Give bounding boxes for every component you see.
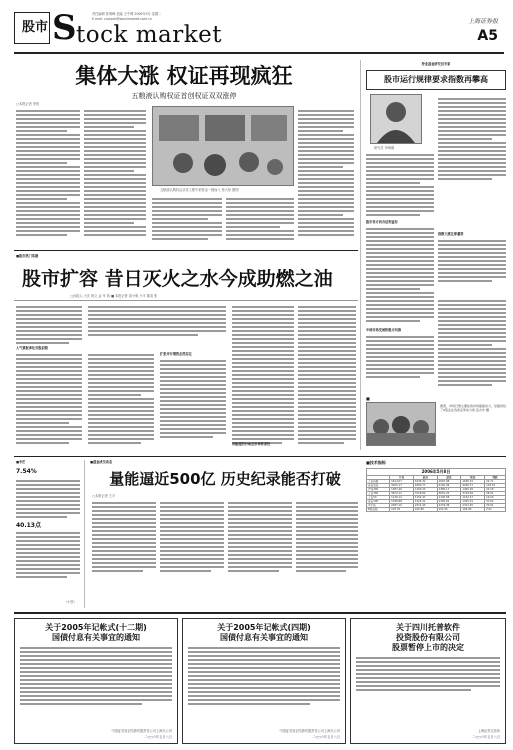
feature-sub-rule xyxy=(14,300,358,301)
table-cell: 沪深300 xyxy=(367,488,390,492)
table-cell: 深证100 xyxy=(367,500,390,504)
table-header-cell: 最低 xyxy=(437,476,461,480)
notice-2-headline: 关于2005年记帐式(四期) 国债付息有关事宜的通知 xyxy=(217,623,311,642)
expert-tag: 券业基金研究员专家 xyxy=(421,62,451,66)
table-cell: 24.71 xyxy=(485,480,506,484)
lead-subhead: 五粮液认购权证首创权证双双涨停 xyxy=(131,92,237,100)
expert-title: 股市运行规律要求指数再攀高 xyxy=(384,75,488,84)
table-cell: B股指数 xyxy=(367,508,390,512)
feature-byline: □孙振人 大庆 尚文 金 华 蒋 ■ 本报记者 周小明 小平 陈清 张 xyxy=(70,294,158,298)
table-cell: 1392.62 xyxy=(437,500,461,504)
expert-text-left-3 xyxy=(366,334,434,380)
trading-floor-photo-icon xyxy=(153,107,293,185)
feature-column-4 xyxy=(298,304,356,446)
table-cell: 37.62 xyxy=(485,500,506,504)
table-cell: 2287.10 xyxy=(390,504,414,508)
table-cell: 4260.77 xyxy=(461,484,485,488)
section-en-s: S xyxy=(52,8,77,48)
lower-section-rule xyxy=(14,456,506,457)
table-cell: 19.24 xyxy=(485,496,506,500)
market-photo-caption: 据悉，市场行情主要标的市场提振动力，是提供给了A股走在各的走势动力的 张志华 摄 xyxy=(440,404,506,412)
notice-3-signature: 上海证券交易所 xyxy=(477,729,500,733)
section-en-title: tock market xyxy=(76,22,223,48)
table-cell: 103.35 xyxy=(390,508,414,512)
expert-portrait xyxy=(370,94,422,144)
news-headline: 量能逼近500亿 历史纪录能否打破 xyxy=(109,470,341,488)
top-email: E-mail: cnstock@stockmarket.com.cn xyxy=(92,17,152,21)
notice-3-headline: 关于四川托普软件 投资股份有限公司 股票暂停上市的决定 xyxy=(392,623,464,652)
expert-caption: 研究员 李海刚 xyxy=(374,146,395,150)
feature-top-rule xyxy=(14,250,358,251)
market-index-table xyxy=(366,475,506,512)
table-cell: 1136.12 xyxy=(390,496,414,500)
table-cell: 2279.36 xyxy=(437,504,461,508)
table-cell: 30.91 xyxy=(485,504,506,508)
table-cell: 4165.17 xyxy=(390,484,414,488)
table-cell: 23.18 xyxy=(485,488,506,492)
table-cell: 2312.45 xyxy=(413,504,437,508)
small-box-text-2 xyxy=(16,530,80,580)
paper-name: 上海证券报 xyxy=(467,18,498,25)
lead-photo-caption: 五粮液认购权证从零上涨引来资金一拥而入 张大伟 摄图 xyxy=(160,188,239,192)
table-cell: 1152.47 xyxy=(461,496,485,500)
person-icon xyxy=(371,95,421,143)
expert-text-right-2 xyxy=(438,238,506,284)
news-byline: □本报记者 王平 xyxy=(92,494,116,498)
table-cell: 1152.47 xyxy=(413,496,437,500)
small-box-figure: 7.54% xyxy=(16,468,37,475)
small-box-source: （小张） xyxy=(64,600,77,604)
table-cell: 1425.31 xyxy=(413,500,437,504)
feature-intro xyxy=(88,304,226,338)
notice-box-3 xyxy=(350,618,506,744)
notice-3-body xyxy=(356,657,500,691)
lead-photo xyxy=(152,106,294,186)
notice-1-headline: 关于2005年记帐式(十二期) 国债付息有关事宜的通知 xyxy=(45,623,147,642)
table-cell: 1398.88 xyxy=(390,500,414,504)
market-photo-tag: ■ xyxy=(366,396,370,401)
feature-column-1 xyxy=(16,304,82,346)
lead-byline: □本报记者 李锐 xyxy=(16,102,40,106)
table-header-cell: 收盘 xyxy=(461,476,485,480)
feature-tag: ■股市热门话题 xyxy=(16,254,39,258)
table-cell: 3718.84 xyxy=(413,492,437,496)
notice-box-2 xyxy=(182,618,346,744)
expert-sub3: 中国市场发展积极方向推 xyxy=(366,328,402,332)
table-cell: 3651.25 xyxy=(437,492,461,496)
lead-column-5 xyxy=(298,108,354,244)
notice-2-body xyxy=(188,647,340,705)
table-cell: 4140.36 xyxy=(437,484,461,488)
feature-sub3: 风险度的行动在市场背景性 xyxy=(232,442,271,446)
table-cell: 4260.77 xyxy=(413,484,437,488)
notice-3-date: 二○○六年五月八日 xyxy=(472,735,500,739)
expert-text-left xyxy=(366,152,434,218)
lead-headline: 集体大涨 权证再现疯狂 xyxy=(75,64,293,88)
table-cell: 118.53 xyxy=(485,484,506,488)
table-header-cell: 开盘 xyxy=(390,476,414,480)
feature-column-2b xyxy=(160,358,226,440)
notice-box-1 xyxy=(14,618,178,744)
table-cell: 1387.46 xyxy=(390,488,414,492)
table-cell: 3718.84 xyxy=(461,492,485,496)
news-column-2 xyxy=(160,500,224,574)
notice-1-signature: 中国证券登记结算有限责任公司上海分公司 xyxy=(111,729,172,733)
small-box-divider xyxy=(84,460,85,608)
expert-text-right-3 xyxy=(438,298,506,388)
table-cell: 1614.07 xyxy=(390,480,414,484)
small-box-tag: ■专栏 xyxy=(16,460,26,464)
notice-1-body xyxy=(20,647,172,705)
table-row xyxy=(367,508,506,512)
lead-column-2 xyxy=(84,108,146,244)
small-box-text-1 xyxy=(16,478,80,520)
expert-sub2: 股市各方向合法利益有 xyxy=(366,220,398,224)
feature-sub1: 入气黄报承化否股前销 xyxy=(16,346,48,350)
table-cell: 1400.25 xyxy=(413,488,437,492)
table-cell: 102.95 xyxy=(437,508,461,512)
feature-column-1b xyxy=(16,352,82,446)
expert-sub1: 指数大涨在即蓄势 xyxy=(438,232,464,236)
notice-2-date: 二○○六年五月八日 xyxy=(312,735,340,739)
table-cell: 2312.45 xyxy=(461,504,485,508)
section-cn-title: 股市 xyxy=(22,20,49,35)
table-cell: 106.80 xyxy=(413,508,437,512)
table-cell: 上证50 xyxy=(367,496,390,500)
crowd-photo-icon xyxy=(367,403,435,445)
news-column-4 xyxy=(296,500,358,574)
feature-column-2 xyxy=(88,352,154,446)
lead-story xyxy=(14,64,354,101)
table-cell: 1130.58 xyxy=(437,496,461,500)
table-cell: 上证180 xyxy=(367,492,390,496)
table-cell: 上证指数 xyxy=(367,480,390,484)
table-cell: 2.91 xyxy=(485,508,506,512)
table-cell: 1636.32 xyxy=(413,480,437,484)
expert-text-right xyxy=(438,96,506,182)
expert-text-left-2 xyxy=(366,226,434,324)
expert-column xyxy=(366,62,506,332)
table-cell: 58.91 xyxy=(485,492,506,496)
notices-top-rule xyxy=(14,612,506,614)
table-cell: 106.80 xyxy=(461,508,485,512)
notice-2-signature: 中国证券登记结算有限责任公司上海分公司 xyxy=(279,729,340,733)
table-cell: 1400.25 xyxy=(461,488,485,492)
small-box-figure-2: 40.13点 xyxy=(16,522,41,529)
masthead-rule xyxy=(14,52,504,54)
lead-column-3 xyxy=(152,196,222,244)
market-photo xyxy=(366,402,436,446)
table-cell: 1607.98 xyxy=(437,480,461,484)
column-divider xyxy=(360,60,361,450)
market-table-title: 2006年5月8日 xyxy=(366,468,506,475)
lead-column-4 xyxy=(226,196,294,244)
table-cell: 1636.32 xyxy=(461,480,485,484)
table-cell: 中小板 xyxy=(367,504,390,508)
table-cell: 1380.17 xyxy=(437,488,461,492)
market-table-tag: ■技术指标 xyxy=(366,460,386,465)
table-cell: 1425.31 xyxy=(461,500,485,504)
feature-sub2: 扩张并行增资必然存在 xyxy=(160,352,192,356)
news-tag: ■基金成交动态 xyxy=(90,460,113,464)
table-header-cell: 最高 xyxy=(413,476,437,480)
masthead xyxy=(14,10,504,52)
page-number: A5 xyxy=(477,28,498,44)
market-table xyxy=(366,468,506,512)
notice-1-date: 二○○六年五月八日 xyxy=(144,735,172,739)
news-column-1 xyxy=(92,500,156,574)
table-header-cell: 涨跌 xyxy=(485,476,506,480)
feature-headline: 股市扩容 昔日灭火之水今成助燃之油 xyxy=(22,268,333,290)
news-column-3 xyxy=(228,500,292,574)
table-cell: 3672.12 xyxy=(390,492,414,496)
table-cell: 深证成指 xyxy=(367,484,390,488)
top-info: 责任编辑 张明峰 美编 王中博 2006年5月 星期二 xyxy=(92,12,162,16)
lead-column-1 xyxy=(16,108,80,244)
feature-column-3 xyxy=(232,304,294,446)
